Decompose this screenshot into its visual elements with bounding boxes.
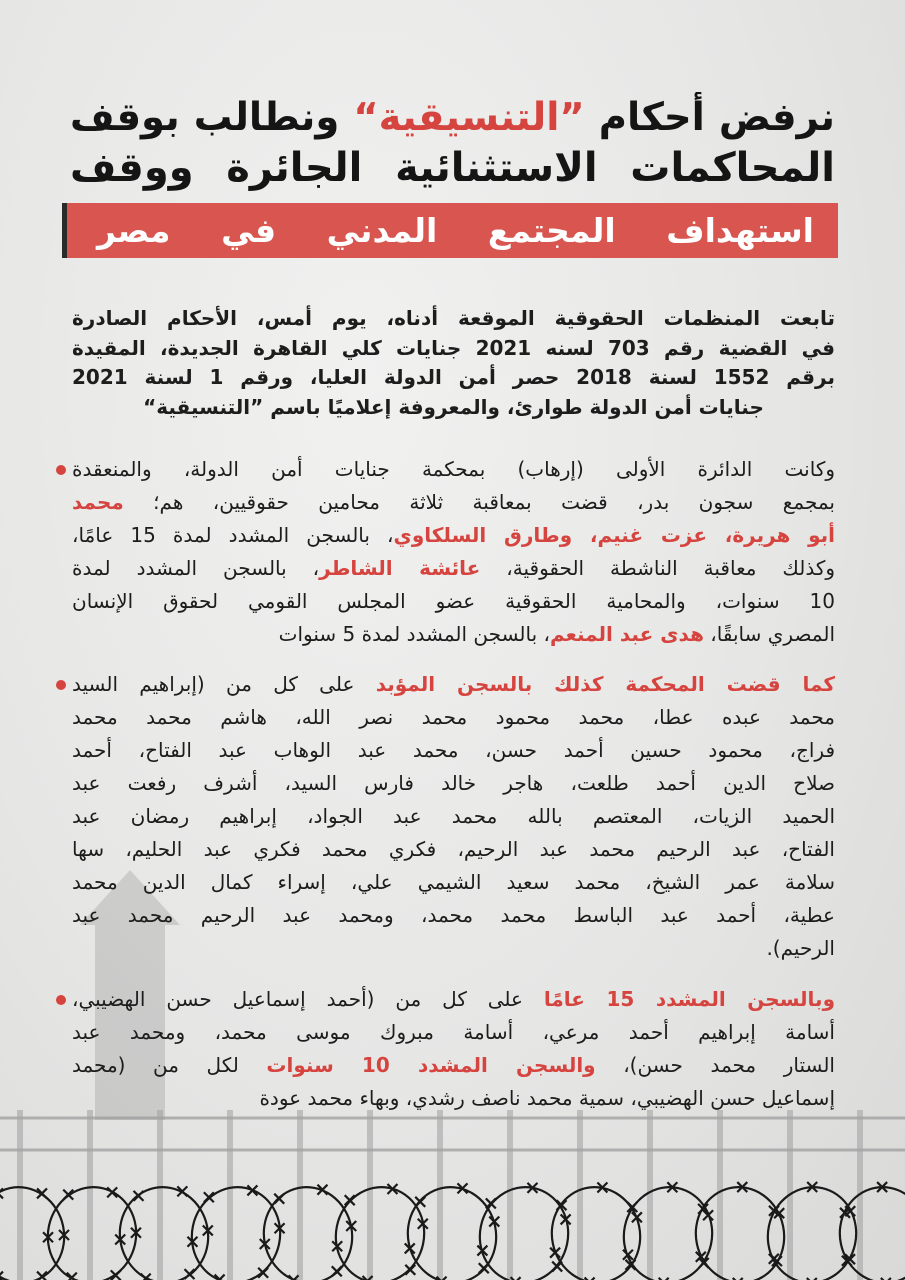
- highlighted-text: أبو هريرة، عزت غنيم، وطارق السلكاوي: [393, 523, 835, 547]
- text-segment: جنايات أمن الدولة طوارئ، والمعروفة إعلاميًا باسم ”التنسيقية“: [143, 394, 764, 419]
- text-segment: محمد عبده عطا، محمد محمود محمد نصر الله، هاشم محمد محمد: [72, 705, 835, 729]
- text-segment: الحميد الزيات، المعتصم بالله محمد عبد الجواد، إبراهيم رمضان عبد: [72, 804, 835, 828]
- text-segment: صلاح الدين أحمد طلعت، هاجر خالد فارس السيد، أشرف رفعت عبد: [72, 771, 835, 795]
- bullet-dot-icon: [56, 995, 66, 1005]
- bullet-paragraph-2: [72, 668, 835, 965]
- text-line: [72, 767, 835, 800]
- bullet-paragraph-1: [72, 453, 835, 651]
- text-line: [72, 734, 835, 767]
- text-segment: إسماعيل حسن الهضيبي، سمية محمد ناصف رشدي، وبهاء محمد عودة: [259, 1086, 835, 1110]
- text-segment: ، بالسجن المشدد لمدة 15 عامًا،: [72, 523, 394, 547]
- text-segment: أسامة إبراهيم أحمد مرعي، أسامة مبروك موسى محمد، ومحمد عبد: [72, 1020, 835, 1044]
- bullet-paragraph-3: [72, 983, 835, 1115]
- intro-paragraph: [72, 304, 835, 422]
- text-line: [72, 1016, 835, 1049]
- text-segment: وكذلك معاقبة الناشطة الحقوقية،: [480, 556, 835, 580]
- text-line: [72, 552, 835, 585]
- text-line: [72, 334, 835, 364]
- text-segment: وكانت الدائرة الأولى (إرهاب) بمحكمة جنايات أمن الدولة، والمنعقدة: [72, 457, 835, 481]
- text-line: [72, 866, 835, 899]
- bullet-dot-icon: [56, 680, 66, 690]
- text-line: [72, 618, 835, 651]
- text-line: [72, 932, 835, 965]
- headline-line-2: المحاكمات الاستثنائية الجائرة ووقف: [70, 145, 835, 191]
- text-line: [72, 1082, 835, 1115]
- text-segment: برقم 1552 لسنة 2018 حصر أمن الدولة العليا، ورقم 1 لسنة 2021: [72, 365, 835, 389]
- text-segment: سلامة عمر الشيخ، محمد سعيد الشيمي علي، إسراء كمال الدين محمد: [72, 870, 835, 894]
- text-line: [72, 519, 835, 552]
- text-segment: في القضية رقم 703 لسنه 2021 جنايات كلي القاهرة الجديدة، المقيدة: [72, 335, 835, 360]
- highlighted-text: محمد: [72, 490, 124, 514]
- highlighted-text: هدى عبد المنعم: [549, 622, 704, 646]
- text-segment: بمجمع سجون بدر، قضت بمعاقبة ثلاثة محامين حقوقيين، هم؛: [123, 490, 835, 514]
- text-segment: الفتاح، عبد الرحيم محمد عبد الرحيم، فكري محمد فكري عبد الحليم، سها: [72, 837, 835, 861]
- highlighted-text: عائشة الشاطر: [319, 556, 481, 580]
- text-segment: نرفض أحكام: [584, 95, 835, 140]
- headline-banner: [62, 203, 838, 258]
- text-segment: تابعت المنظمات الحقوقية الموقعة أدناه، يوم أمس، الأحكام الصادرة: [72, 306, 835, 330]
- text-line: [72, 701, 835, 734]
- text-segment: المصري سابقًا،: [703, 622, 835, 646]
- text-line: [72, 833, 835, 866]
- text-line: [72, 453, 835, 486]
- bullet-dot-icon: [56, 465, 66, 475]
- text-line: [72, 486, 835, 519]
- text-segment: ، بالسجن المشدد لمدة: [72, 556, 320, 580]
- text-line: [72, 585, 835, 618]
- text-line: [72, 668, 835, 701]
- text-line: [72, 304, 835, 334]
- text-segment: الرحيم).: [766, 936, 835, 960]
- highlighted-text: وبالسجن المشدد 15 عامًا: [543, 987, 835, 1011]
- text-segment: 10 سنوات، والمحامية الحقوقية عضو المجلس القومي لحقوق الإنسان: [72, 589, 835, 613]
- text-line: [72, 363, 835, 393]
- headline-line-1: [70, 92, 835, 144]
- text-line: [72, 983, 835, 1016]
- text-line: [72, 800, 835, 833]
- text-segment: لكل من (محمد: [72, 1053, 267, 1077]
- banner-text: استهداف المجتمع المدني في مصر: [97, 211, 814, 250]
- text-segment: على كل من (أحمد إسماعيل حسن الهضيبي،: [72, 987, 544, 1011]
- text-segment: على كل من (إبراهيم السيد: [72, 672, 376, 696]
- text-segment: ونطالب بوقف: [70, 95, 354, 140]
- highlighted-text: ”التنسيقية“: [353, 95, 585, 140]
- highlighted-text: كما قضت المحكمة كذلك بالسجن المؤبد: [375, 672, 835, 696]
- highlighted-text: والسجن المشدد 10 سنوات: [266, 1053, 596, 1077]
- text-line: [72, 899, 835, 932]
- text-line: [72, 1049, 835, 1082]
- text-segment: فراج، محمود حسين أحمد حسن، محمد عبد الوهاب عبد الفتاح، أحمد: [72, 738, 835, 762]
- text-line: [72, 393, 835, 423]
- text-segment: عطية، أحمد عبد الباسط محمد محمد، ومحمد عبد الرحيم محمد عبد: [72, 903, 835, 927]
- text-segment: ، بالسجن المشدد لمدة 5 سنوات: [278, 622, 550, 646]
- text-segment: الستار محمد حسن)،: [595, 1053, 835, 1077]
